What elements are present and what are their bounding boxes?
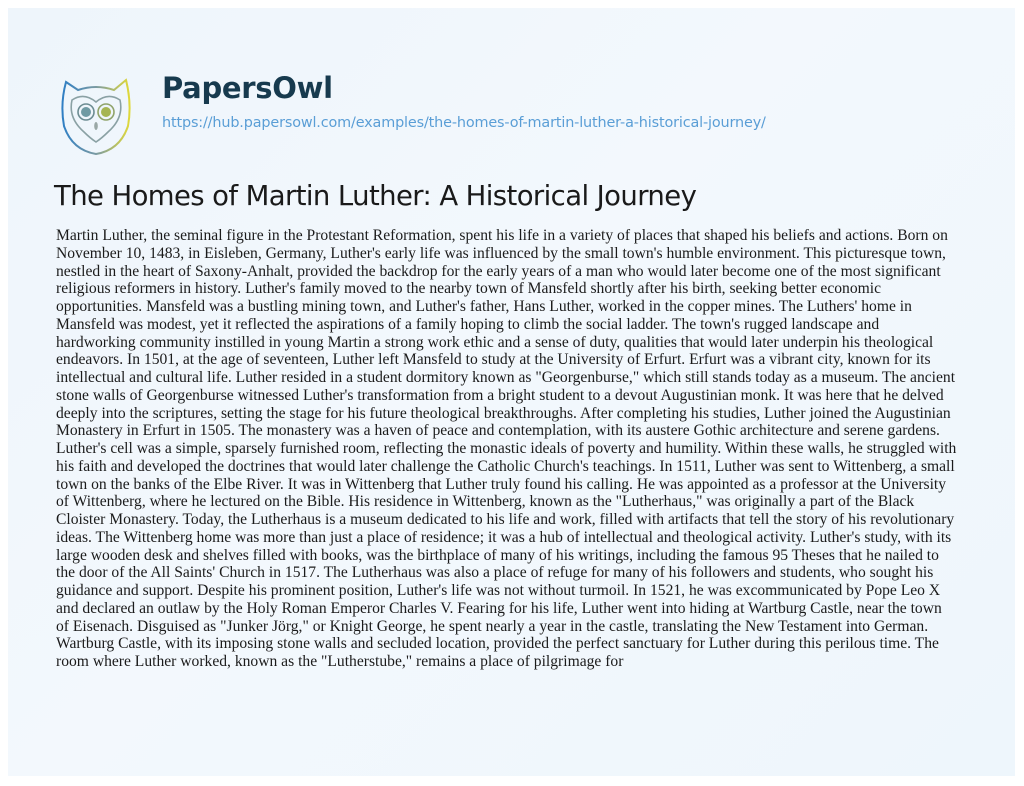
page-title: The Homes of Martin Luther: A Historical Journey: [54, 180, 697, 212]
owl-logo-icon: [58, 74, 134, 158]
body-line: nestled in the heart of Saxony-Anhalt, provided the backdrop for the early years of a man who would later become one of the most significant: [56, 262, 941, 280]
article-body: [56, 227, 986, 671]
body-line: Martin Luther, the seminal figure in the Protestant Reformation, spent his life in a variety of places that shaped his beliefs and actions. Born on: [56, 227, 948, 244]
body-line: guidance and support. Despite his prominent position, Luther's life was not without turmoil. In 1521, he was excommunicated by Pope Leo X: [56, 582, 941, 599]
body-line: hardworking community instilled in young Martin a strong work ethic and a sense of duty, qualities that would later underpin his theological: [56, 333, 934, 351]
source-url[interactable]: https://hub.papersowl.com/examples/the-homes-of-martin-luther-a-historical-journey/: [162, 115, 766, 131]
body-line: intellectual and cultural life. Luther resided in a student dormitory known as "Georgenburse," which still stands today as a museum. The ancient: [56, 369, 956, 386]
body-line: opportunities. Mansfeld was a bustling mining town, and Luther's father, Hans Luther, worked in the copper mines. The Luthers' home in: [56, 298, 912, 315]
body-line: of Wittenberg, where he lectured on the Bible. His residence in Wittenberg, known as the "Lutherhaus," was originally a part of the Black: [56, 493, 915, 511]
brand-name[interactable]: PapersOwl: [162, 71, 333, 105]
body-line: stone walls of Georgenburse witnessed Luther's transformation from a bright student to a devout Augustinian monk. It was here that he delved: [56, 386, 944, 404]
body-line: Wartburg Castle, with its imposing stone walls and secluded location, provided the perfect sanctuary for Luther during this perilous time. The: [56, 635, 939, 653]
body-line: deeply into the scriptures, setting the stage for his future theological breakthroughs. After completing his studies, Luther joined the Augustinian: [56, 404, 951, 422]
body-line: Cloister Monastery. Today, the Lutherhaus is a museum dedicated to his life and work, filled with artifacts that tell the story of his revolutionary: [56, 511, 955, 528]
body-line: of Eisenach. Disguised as "Junker Jörg," or Knight George, he spent nearly a year in the castle, translating the New Testament into German.: [56, 617, 929, 635]
body-line: religious reformers in history. Luther's family moved to the nearby town of Mansfeld shortly after his birth, seeking better economic: [56, 280, 882, 298]
body-line: and declared an outlaw by the Holy Roman Emperor Charles V. Fearing for his life, Luther went into hiding at Wartburg Castle, near the town: [56, 599, 942, 617]
body-line: room where Luther worked, known as the "Lutherstube," remains a place of pilgrimage for: [56, 653, 624, 670]
body-line: endeavors. In 1501, at the age of seventeen, Luther left Mansfeld to study at the University of Erfurt. Erfurt was a vibrant city, known for its: [56, 351, 931, 369]
body-line: ideas. The Wittenberg home was more than just a place of residence; it was a hub of intellectual and theological activity. Luther's study, with its: [56, 528, 952, 546]
body-line: his faith and developed the doctrines that would later challenge the Catholic Church's teachings. In 1511, Luther was sent to Wittenberg, a small: [56, 457, 955, 475]
body-line: Monastery in Erfurt in 1505. The monastery was a haven of peace and contemplation, with its austere Gothic architecture and serene gardens.: [56, 422, 940, 440]
body-line: large wooden desk and shelves filled with books, was the birthplace of many of his writings, including the famous 95 Theses that he nailed to: [56, 546, 939, 564]
body-line: November 10, 1483, in Eisleben, Germany, Luther's early life was influenced by the small town's humble environment. This picturesque town,: [56, 244, 946, 262]
document-panel: [8, 8, 1015, 776]
body-line: Mansfeld was modest, yet it reflected the aspirations of a family hoping to climb the social ladder. The town's rugged landscape and: [56, 315, 880, 333]
body-line: Luther's cell was a simple, sparsely furnished room, reflecting the monastic ideals of poverty and humility. Within these walls, he struggled with: [56, 440, 957, 457]
body-line: town on the banks of the Elbe River. It was in Wittenberg that Luther truly found his calling. He was appointed as a professor at the University: [56, 475, 947, 493]
body-line: the door of the All Saints' Church in 1517. The Lutherhaus was also a place of refuge for many of his followers and students, who sought his: [56, 564, 934, 582]
